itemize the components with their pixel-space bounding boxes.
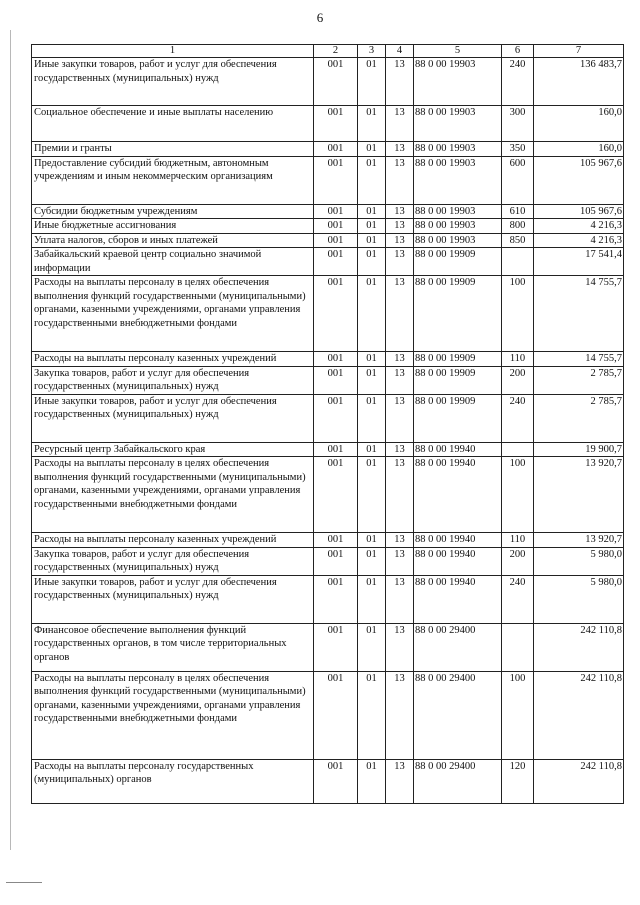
row-name: Ресурсный центр Забайкальского края [32,442,314,457]
row-ved-code: 001 [314,442,358,457]
table-header-row [32,45,624,58]
row-target-code: 88 0 00 29400 [414,623,502,671]
row-name: Финансовое обеспечение выполнения функций государственных органов, в том числе территориальных органов [32,623,314,671]
row-subsection-code: 13 [386,457,414,533]
table-row [32,547,624,575]
row-ved-code: 001 [314,276,358,352]
row-amount: 160,0 [534,106,624,142]
row-subsection-code: 13 [386,366,414,394]
scan-margin-line [10,30,11,850]
row-amount: 17 541,4 [534,248,624,276]
row-expense-type: 100 [502,671,534,759]
table-row [32,58,624,106]
row-subsection-code: 13 [386,394,414,442]
row-expense-type: 300 [502,106,534,142]
row-section-code: 01 [358,759,386,803]
row-amount: 242 110,8 [534,623,624,671]
row-name: Расходы на выплаты персоналу государственных (муниципальных) органов [32,759,314,803]
table-row [32,204,624,219]
row-target-code: 88 0 00 19909 [414,248,502,276]
table-row [32,671,624,759]
row-section-code: 01 [358,457,386,533]
row-subsection-code: 13 [386,156,414,204]
table-row [32,759,624,803]
row-name: Закупка товаров, работ и услуг для обеспечения государственных (муниципальных) нужд [32,547,314,575]
row-target-code: 88 0 00 19940 [414,547,502,575]
row-ved-code: 001 [314,204,358,219]
row-expense-type: 610 [502,204,534,219]
row-target-code: 88 0 00 19903 [414,156,502,204]
row-target-code: 88 0 00 19903 [414,106,502,142]
row-target-code: 88 0 00 19903 [414,58,502,106]
row-target-code: 88 0 00 29400 [414,671,502,759]
row-expense-type: 850 [502,233,534,248]
table-row [32,366,624,394]
row-section-code: 01 [358,623,386,671]
header-cell: 1 [32,45,314,58]
footer-mark [6,882,42,883]
row-subsection-code: 13 [386,248,414,276]
table-row [32,248,624,276]
row-amount: 5 980,0 [534,575,624,623]
row-name: Уплата налогов, сборов и иных платежей [32,233,314,248]
row-subsection-code: 13 [386,106,414,142]
row-target-code: 88 0 00 19909 [414,352,502,367]
page-number: 6 [316,10,324,25]
row-section-code: 01 [358,204,386,219]
row-ved-code: 001 [314,394,358,442]
row-name: Расходы на выплаты персоналу в целях обеспечения выполнения функций государственными (муниципальными) органами, казенными учреждениями, органами управления государственными внебюджетными фондами [32,457,314,533]
row-subsection-code: 13 [386,276,414,352]
row-name: Премии и гранты [32,142,314,157]
row-target-code: 88 0 00 19909 [414,394,502,442]
header-cell: 5 [414,45,502,58]
row-section-code: 01 [358,575,386,623]
row-amount: 242 110,8 [534,671,624,759]
row-section-code: 01 [358,58,386,106]
row-section-code: 01 [358,442,386,457]
row-section-code: 01 [358,142,386,157]
row-expense-type [502,442,534,457]
header-cell: 2 [314,45,358,58]
row-target-code: 88 0 00 19903 [414,219,502,234]
row-amount: 4 216,3 [534,219,624,234]
row-amount: 160,0 [534,142,624,157]
row-name: Иные закупки товаров, работ и услуг для обеспечения государственных (муниципальных) нужд [32,58,314,106]
header-cell: 4 [386,45,414,58]
row-amount: 19 900,7 [534,442,624,457]
row-name: Социальное обеспечение и иные выплаты населению [32,106,314,142]
row-subsection-code: 13 [386,204,414,219]
row-target-code: 88 0 00 19940 [414,457,502,533]
row-amount: 242 110,8 [534,759,624,803]
table-row [32,156,624,204]
row-target-code: 88 0 00 19903 [414,204,502,219]
row-subsection-code: 13 [386,219,414,234]
table-row [32,352,624,367]
row-expense-type: 100 [502,276,534,352]
row-target-code: 88 0 00 29400 [414,759,502,803]
row-ved-code: 001 [314,248,358,276]
row-expense-type: 240 [502,394,534,442]
row-ved-code: 001 [314,575,358,623]
row-expense-type: 800 [502,219,534,234]
table-row [32,623,624,671]
row-amount: 2 785,7 [534,394,624,442]
row-ved-code: 001 [314,219,358,234]
row-target-code: 88 0 00 19940 [414,442,502,457]
row-section-code: 01 [358,394,386,442]
row-section-code: 01 [358,352,386,367]
row-subsection-code: 13 [386,623,414,671]
row-name: Забайкальский краевой центр социально значимой информации [32,248,314,276]
row-section-code: 01 [358,219,386,234]
table-row [32,276,624,352]
row-name: Иные бюджетные ассигнования [32,219,314,234]
row-expense-type [502,248,534,276]
row-ved-code: 001 [314,366,358,394]
row-expense-type: 200 [502,366,534,394]
table-row [32,219,624,234]
row-amount: 105 967,6 [534,156,624,204]
row-target-code: 88 0 00 19909 [414,366,502,394]
row-ved-code: 001 [314,623,358,671]
table-row [32,533,624,548]
row-name: Предоставление субсидий бюджетным, автономным учреждениям и иным некоммерческим организациям [32,156,314,204]
row-ved-code: 001 [314,352,358,367]
table-row [32,106,624,142]
row-ved-code: 001 [314,671,358,759]
row-amount: 13 920,7 [534,533,624,548]
row-ved-code: 001 [314,457,358,533]
row-amount: 4 216,3 [534,233,624,248]
row-name: Субсидии бюджетным учреждениям [32,204,314,219]
row-subsection-code: 13 [386,575,414,623]
row-ved-code: 001 [314,533,358,548]
row-amount: 14 755,7 [534,276,624,352]
row-expense-type: 110 [502,533,534,548]
row-section-code: 01 [358,533,386,548]
row-subsection-code: 13 [386,233,414,248]
row-expense-type: 600 [502,156,534,204]
row-section-code: 01 [358,276,386,352]
table-row [32,442,624,457]
row-section-code: 01 [358,233,386,248]
row-ved-code: 001 [314,547,358,575]
row-name: Иные закупки товаров, работ и услуг для обеспечения государственных (муниципальных) нужд [32,575,314,623]
row-section-code: 01 [358,671,386,759]
row-subsection-code: 13 [386,533,414,548]
row-ved-code: 001 [314,759,358,803]
row-ved-code: 001 [314,106,358,142]
table-row [32,233,624,248]
table-row [32,457,624,533]
row-expense-type: 120 [502,759,534,803]
row-name: Закупка товаров, работ и услуг для обеспечения государственных (муниципальных) нужд [32,366,314,394]
table-row [32,575,624,623]
row-amount: 5 980,0 [534,547,624,575]
row-amount: 13 920,7 [534,457,624,533]
row-target-code: 88 0 00 19940 [414,575,502,623]
row-ved-code: 001 [314,142,358,157]
row-section-code: 01 [358,248,386,276]
row-section-code: 01 [358,106,386,142]
row-subsection-code: 13 [386,58,414,106]
row-amount: 2 785,7 [534,366,624,394]
row-name: Расходы на выплаты персоналу в целях обеспечения выполнения функций государственными (муниципальными) органами, казенными учреждениями, органами управления государственными внебюджетными фондами [32,276,314,352]
row-section-code: 01 [358,366,386,394]
row-expense-type: 110 [502,352,534,367]
row-subsection-code: 13 [386,352,414,367]
row-expense-type: 240 [502,58,534,106]
row-expense-type: 100 [502,457,534,533]
row-name: Иные закупки товаров, работ и услуг для обеспечения государственных (муниципальных) нужд [32,394,314,442]
row-amount: 105 967,6 [534,204,624,219]
row-subsection-code: 13 [386,142,414,157]
row-subsection-code: 13 [386,442,414,457]
row-target-code: 88 0 00 19940 [414,533,502,548]
row-subsection-code: 13 [386,547,414,575]
row-name: Расходы на выплаты персоналу казенных учреждений [32,533,314,548]
row-section-code: 01 [358,156,386,204]
header-cell: 6 [502,45,534,58]
table-row [32,142,624,157]
row-name: Расходы на выплаты персоналу казенных учреждений [32,352,314,367]
table-row [32,394,624,442]
row-expense-type: 240 [502,575,534,623]
row-amount: 136 483,7 [534,58,624,106]
row-ved-code: 001 [314,156,358,204]
row-target-code: 88 0 00 19909 [414,276,502,352]
row-target-code: 88 0 00 19903 [414,233,502,248]
row-subsection-code: 13 [386,759,414,803]
row-expense-type: 350 [502,142,534,157]
header-cell: 3 [358,45,386,58]
row-ved-code: 001 [314,233,358,248]
row-expense-type [502,623,534,671]
row-subsection-code: 13 [386,671,414,759]
budget-allocation-table [31,44,624,804]
row-section-code: 01 [358,547,386,575]
row-target-code: 88 0 00 19903 [414,142,502,157]
row-amount: 14 755,7 [534,352,624,367]
row-ved-code: 001 [314,58,358,106]
row-name: Расходы на выплаты персоналу в целях обеспечения выполнения функций государственными (муниципальными) органами, казенными учреждениями, органами управления государственными внебюджетными фондами [32,671,314,759]
header-cell: 7 [534,45,624,58]
row-expense-type: 200 [502,547,534,575]
